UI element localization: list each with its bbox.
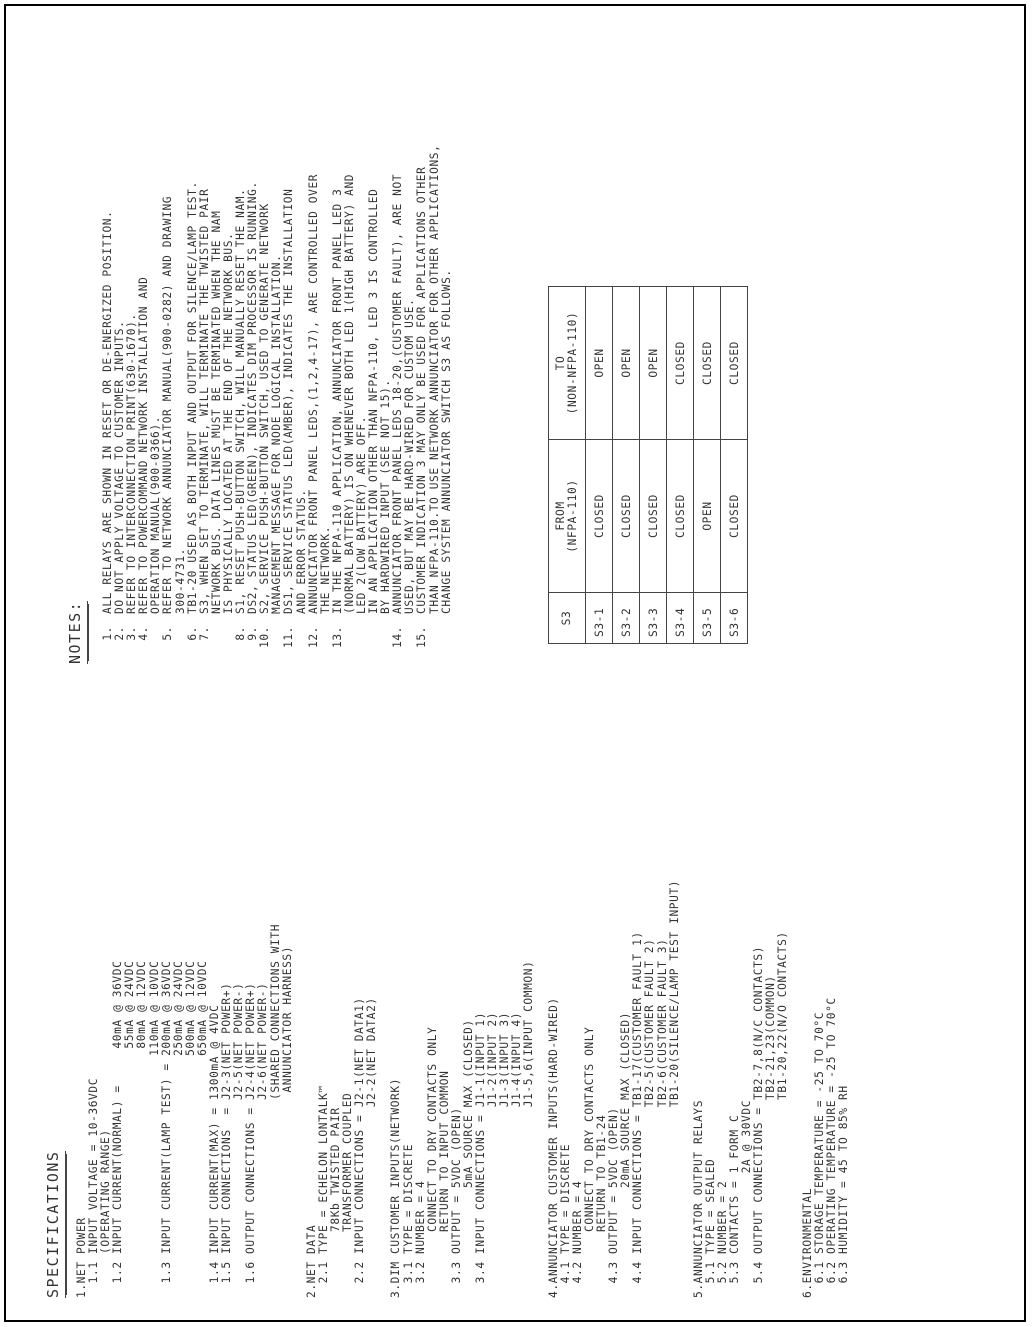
s3-to-cell: OPEN	[640, 287, 667, 440]
s3-to-cell: CLOSED	[721, 287, 748, 440]
spec-line: RETURN TO INPUT COMMON	[437, 1070, 451, 1298]
note-text-line: 300-4731.	[173, 547, 187, 614]
s3-switch-cell: S3-1	[586, 593, 613, 644]
note-text-line: REFER TO INTERCONNECTION PRINT(630-1670).	[125, 313, 139, 614]
note-text	[162, 14, 186, 614]
spec-line: TB1-20,22(N/O CONTACTS)	[776, 931, 790, 1298]
spec-line: 3.2 NUMBER = 4	[413, 1180, 427, 1298]
spec-line: 5.3 CONTACTS = 1 FORM C	[728, 1114, 742, 1298]
s3-from-cell: CLOSED	[586, 440, 613, 593]
note-text	[138, 14, 162, 614]
note-text	[416, 14, 452, 614]
s3-from-cell: CLOSED	[667, 440, 694, 593]
note-text-line: OPERATION MANUAL(900-0366).	[149, 415, 163, 614]
spec-line: ANNUNCIATOR HARNESS)	[280, 945, 294, 1298]
note-text-line: BY HARDWIRED INPUT (SEE NOT 15).	[379, 379, 393, 614]
spec-line: 2.1 TYPE = ECHELON LONTALK™	[316, 1085, 330, 1298]
note-number: 13.	[330, 626, 344, 649]
notes-list	[102, 14, 453, 664]
spec-line: 1.NET POWER	[75, 1217, 88, 1298]
spec-line: 4.2 NUMBER = 4	[570, 1180, 584, 1298]
note-text	[308, 14, 332, 614]
note-number: 4.	[137, 626, 151, 641]
table-row	[613, 287, 640, 644]
s3-to-cell: CLOSED	[694, 287, 721, 440]
spec-line: 5mA SOURCE MAX (CLOSED)	[462, 1019, 475, 1298]
note-item	[162, 14, 186, 664]
spec-line: TB1-20(SILENCE/LAMP TEST INPUT)	[667, 879, 681, 1298]
table-row	[694, 287, 721, 644]
spec-line: 2A @ 30VDC	[740, 1099, 754, 1298]
spec-line: 1.2 INPUT CURRENT(NORMAL) = 40mA @ 36VDC	[111, 960, 125, 1298]
spec-line	[681, 638, 693, 1298]
note-item	[283, 14, 307, 664]
notes-section	[66, 14, 453, 664]
note-number: 15.	[415, 626, 429, 649]
note-item	[332, 14, 392, 664]
note-number: 6.	[185, 626, 199, 641]
note-item	[187, 14, 199, 664]
note-number: 14.	[391, 626, 405, 649]
spec-line: 1.3 INPUT CURRENT(LAMP TEST) = 200mA @ 36VDC	[159, 960, 173, 1298]
note-text-line: MANAGEMENT MESSAGE FOR NODE LOGICAL INSTALLATION.	[270, 254, 284, 614]
s3-from-cell: CLOSED	[640, 440, 667, 593]
note-text-line: DO NOT APPLY VOLTAGE TO CUSTOMER INPUTS.	[113, 320, 127, 614]
spec-line: J1-5,6(INPUT COMMON)	[522, 960, 536, 1298]
note-text-line: IN AN APPLICATION OTHER THAN NFPA-110, LED 3 IS CONTROLLED	[367, 188, 381, 614]
s3-header-from: FROM (NFPA-110)	[549, 440, 586, 593]
note-text-line: LED 2(LOW BATTERY) ARE OFF.	[354, 415, 368, 614]
note-text	[259, 14, 283, 614]
spec-line: 1.6 OUTPUT CONNECTIONS = J2-4(NET POWER+)	[244, 982, 258, 1298]
rotated-sheet	[6, 6, 1026, 1322]
note-item	[199, 14, 235, 664]
spec-line: 78Kb TWISTED PAIR	[328, 1107, 342, 1298]
spec-line: 5.ANNUNCIATOR OUTPUT RELAYS	[691, 1099, 705, 1298]
note-text-line: NETWORK BUS. DATA LINES MUST BE TERMINATED WHEN THE NAM	[209, 210, 223, 614]
spec-line: J2-5(NET POWER-)	[232, 982, 246, 1298]
note-number: 1.	[101, 626, 114, 641]
specifications-list	[76, 638, 850, 1298]
spec-line: 4.1 TYPE = DISCRETE	[558, 1143, 572, 1298]
note-number: 9.	[246, 626, 260, 641]
note-item	[259, 14, 283, 664]
note-text-line: ANNUNCIATOR FRONT PANEL LEDS,(1,2,4-17), ARE CONTROLLED OVER	[306, 173, 320, 614]
spec-line: 650mA @ 10VDC	[195, 960, 209, 1298]
note-text-line: AND ERROR STATUS.	[294, 489, 308, 614]
note-number: 5.	[161, 626, 175, 641]
spec-line: 55mA @ 24VDC	[123, 960, 137, 1298]
s3-to-cell: OPEN	[613, 287, 640, 440]
note-text	[332, 14, 392, 614]
s3-header-to: TO (NON-NFPA-110)	[549, 287, 586, 440]
note-text-line: (NORMAL BATTERY) IS ON WHENEVER BOTH LED 1(HIGH BATTERY) AND	[342, 173, 356, 614]
note-text-line: TB1-20 USED AS BOTH INPUT AND OUTPUT FOR SILENCE/LAMP TEST.	[185, 181, 199, 614]
spec-line: (OPERATING RANGE)	[99, 1129, 113, 1298]
s3-to-cell: OPEN	[586, 287, 613, 440]
note-text-line: S1, RESET PUSH-BUTTON SWITCH, WILL MANUALLY RESET THE NAM.	[234, 188, 248, 614]
spec-line: J2-2(NET DATA2)	[365, 997, 379, 1298]
spec-line: 6.2 OPERATING TEMPERATURE = -25 TO 70°C	[824, 997, 838, 1298]
spec-line: RETURN TO TB1-24	[595, 1114, 609, 1298]
s3-table-header-row	[549, 287, 586, 644]
spec-line: 250mA @ 24VDC	[171, 960, 185, 1298]
spec-line: 3.4 INPUT CONNECTIONS = J1-1(INPUT 1)	[474, 1011, 488, 1298]
note-text-line: S2, SERVICE PUSH-BUTTON SWITCH, USED TO GENERATE NETWORK	[258, 203, 272, 614]
s3-from-cell: OPEN	[694, 440, 721, 593]
spec-line: 4.ANNUNCIATOR CUSTOMER INPUTS(HARD-WIRED)	[546, 997, 560, 1298]
spec-line: J1-2(INPUT 2)	[486, 1011, 500, 1298]
spec-line: 6.ENVIRONMENTAL	[800, 1187, 814, 1298]
note-text-line: ANNUNCIATOR FRONT PANEL LEDS 18-20,(CUSTOMER FAULT), ARE NOT	[391, 173, 405, 614]
note-text-line: S3, WHEN SET TO TERMINATE, WILL TERMINATE THE TWISTED PAIR	[197, 188, 211, 614]
note-text	[283, 14, 307, 614]
note-item	[308, 14, 332, 664]
spec-line: 5.1 TYPE = SEALED	[703, 1158, 717, 1298]
note-item	[392, 14, 416, 664]
note-item	[416, 14, 452, 664]
spec-line: 80mA @ 12VDC	[135, 960, 149, 1298]
spec-line: 3.3 OUTPUT = 5VDC (OPEN)	[449, 1107, 463, 1298]
spec-line: 5.4 OUTPUT CONNECTIONS = TB2-7,8(N/C CONTACTS)	[752, 945, 766, 1298]
specifications-section	[44, 638, 850, 1298]
spec-line: 20mA SOURCE MAX (CLOSED)	[619, 1011, 633, 1298]
s3-from-cell: CLOSED	[721, 440, 748, 593]
note-text-line: REFER TO NETWORK ANNUNCIATOR MANUAL(900-0282) AND DRAWING	[161, 195, 175, 614]
spec-line: 1.5 INPUT CONNECTIONS = J2-3(NET POWER+)	[220, 982, 234, 1298]
spec-line: J2-6(NET POWER-)	[256, 982, 270, 1298]
note-text-line: CUSTOMER INDICATION 3 MAY ONLY BE USED FOR APPLICATIONS OTHER	[415, 166, 429, 614]
spec-line: 1.4 INPUT CURRENT(MAX) = 1300mA @ 4VDC	[208, 1004, 222, 1298]
note-text-line: DS1, SERVICE STATUS LED(AMBER), INDICATES THE INSTALLATION	[282, 188, 296, 614]
note-number: 11.	[282, 626, 296, 649]
spec-line: 1.1 INPUT VOLTAGE = 10-36VDC	[87, 1077, 101, 1298]
table-row	[667, 287, 694, 644]
note-text	[199, 14, 235, 614]
spec-line: J1-3(INPUT 3)	[498, 1011, 512, 1298]
spec-line: TB2-21,23(COMMON)	[764, 975, 778, 1298]
note-text-line: REFER TO POWERCOMMAND NETWORK INSTALLATION AND	[137, 276, 151, 614]
table-row	[640, 287, 667, 644]
s3-switch-cell: S3-6	[721, 593, 748, 644]
spec-line: 5.2 NUMBER = 2	[715, 1180, 729, 1298]
s3-switch-cell: S3-4	[667, 593, 694, 644]
spec-line: (SHARED CONNECTIONS WITH	[268, 923, 282, 1298]
note-number: 3.	[125, 626, 139, 641]
note-text	[187, 14, 199, 614]
spec-line: 3.DIM CUSTOMER INPUTS(NETWORK)	[389, 1077, 403, 1298]
spec-line: TRANSFORMER COUPLED	[341, 1092, 355, 1298]
note-text-line: ALL RELAYS ARE SHOWN IN RESET OR DE-ENERGIZED POSITION.	[101, 210, 114, 614]
note-text-line: USED, BUT MAY BE HARD-WIRED FOR CUSTOM USE.	[403, 298, 417, 614]
s3-to-cell: CLOSED	[667, 287, 694, 440]
spec-line	[294, 638, 306, 1298]
note-number: 10.	[258, 626, 272, 649]
s3-switch-cell: S3-3	[640, 593, 667, 644]
spec-line: 3.1 TYPE = DISCRETE	[401, 1143, 415, 1298]
spec-line: 110mA @ 10VDC	[147, 960, 161, 1298]
spec-line	[536, 638, 548, 1298]
spec-line: 6.1 STORAGE TEMPERATURE = -25 TO 70°C	[812, 1011, 826, 1298]
spec-line: 4.3 OUTPUT = 5VDC (OPEN)	[607, 1107, 621, 1298]
drawing-frame	[4, 4, 1026, 1322]
spec-line: 2.2 INPUT CONNECTIONS = J2-1(NET DATA1)	[353, 997, 367, 1298]
spec-line: 500mA @ 12VDC	[183, 960, 197, 1298]
note-text-line: CHANGE SYSTEM ANNUNCIATOR SWITCH S3 AS FOLLOWS.	[439, 269, 453, 614]
note-number: 2.	[113, 626, 127, 641]
spec-line: CONNECT TO DRY CONTACTS ONLY	[582, 1026, 596, 1298]
s3-switch-table	[548, 286, 748, 644]
note-number: 12.	[306, 626, 320, 649]
note-text-line: DS2, STATUS LED(GREEN), INDICATES DIM PROCESSOR IS RUNNING.	[246, 181, 260, 614]
s3-header-switch: S3	[549, 593, 586, 644]
spec-line: 6.3 HUMIDITY = 45 TO 85% RH	[836, 1085, 850, 1298]
s3-from-cell: CLOSED	[613, 440, 640, 593]
spec-line	[790, 638, 802, 1298]
spec-line: CONNECT TO DRY CONTACTS ONLY	[425, 1026, 439, 1298]
note-text	[392, 14, 416, 614]
note-item	[138, 14, 162, 664]
note-text-line: IN THE NFPA-110 APPLICATION, ANNUNCIATOR FRONT PANEL LED 3	[330, 188, 344, 614]
spec-line: TB2-5(CUSTOMER FAULT 2)	[643, 938, 657, 1298]
note-text-line: IS PHYSICALLY LOCATED AT THE END OF THE NETWORK BUS.	[221, 232, 235, 614]
table-row	[721, 287, 748, 644]
spec-line: 2.NET DATA	[304, 1224, 318, 1298]
spec-line: 4.4 INPUT CONNECTIONS = TB1-17(CUSTOMER FAULT 1)	[631, 931, 645, 1298]
note-text-line: THAN NFPA-110.TO USE NETWORK ANNUNCIATOR FOR OTHER APPLICATIONS,	[427, 144, 441, 614]
table-row	[586, 287, 613, 644]
specifications-heading: SPECIFICATIONS	[44, 638, 66, 1298]
notes-heading: NOTES:	[66, 14, 88, 664]
s3-switch-cell: S3-5	[694, 593, 721, 644]
s3-switch-cell: S3-2	[613, 593, 640, 644]
note-number: 8.	[234, 626, 248, 641]
note-number: 7.	[197, 626, 211, 641]
spec-line: TB2-6(CUSTOMER FAULT 3)	[655, 938, 669, 1298]
note-text-line: THE NETWORK.	[318, 525, 332, 614]
spec-line: J1-4(INPUT 4)	[510, 1011, 524, 1298]
